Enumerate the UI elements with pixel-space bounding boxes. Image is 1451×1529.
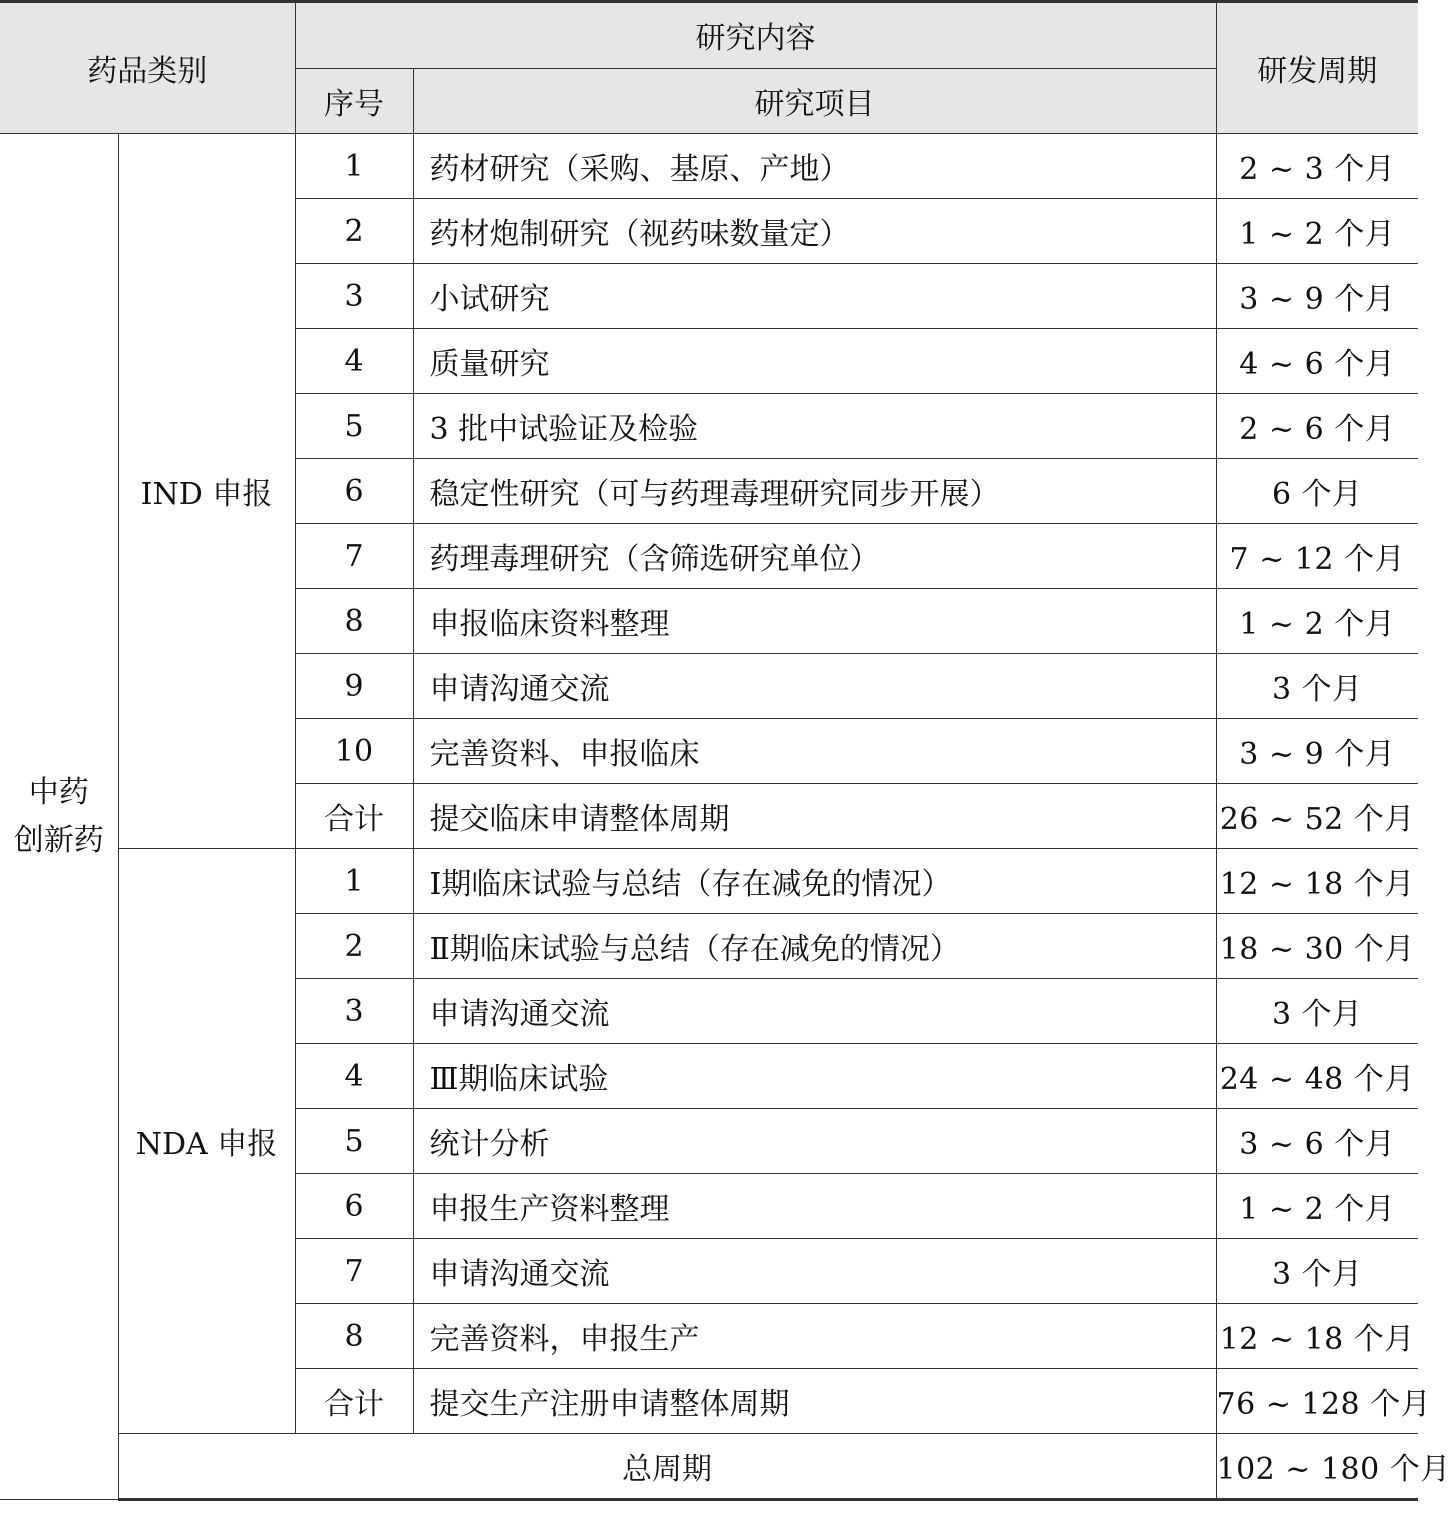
research-item-cell: 提交生产注册申请整体周期 (413, 1369, 1216, 1434)
seq-no-cell: 1 (295, 134, 413, 199)
period-cell: 3 个月 (1216, 1239, 1418, 1304)
seq-no-cell: 1 (295, 849, 413, 914)
seq-no-header: 序号 (295, 68, 413, 134)
seq-no-cell: 5 (295, 1109, 413, 1174)
drug-category-header: 药品类别 (0, 2, 295, 134)
research-item-cell: 稳定性研究（可与药理毒理研究同步开展） (413, 459, 1216, 524)
seq-no-cell: 合计 (295, 784, 413, 849)
research-item-cell: 统计分析 (413, 1109, 1216, 1174)
period-cell: 3 ~ 9 个月 (1216, 719, 1418, 784)
nda-row (0, 849, 1418, 914)
research-item-cell: 完善资料，申报生产 (413, 1304, 1216, 1369)
research-item-cell: Ⅱ期临床试验与总结（存在减免的情况） (413, 914, 1216, 979)
seq-no-cell: 4 (295, 1044, 413, 1109)
research-item-cell: 药材研究（采购、基原、产地） (413, 134, 1216, 199)
research-item-cell: 申报生产资料整理 (413, 1174, 1216, 1239)
research-item-cell: 小试研究 (413, 264, 1216, 329)
research-item-cell: 药材炮制研究（视药味数量定） (413, 199, 1216, 264)
period-cell: 3 ~ 9 个月 (1216, 264, 1418, 329)
period-cell: 3 个月 (1216, 654, 1418, 719)
research-item-header: 研究项目 (413, 68, 1216, 134)
research-item-cell: 3 批中试验证及检验 (413, 394, 1216, 459)
research-item-cell: 完善资料、申报临床 (413, 719, 1216, 784)
total-period: 102 ~ 180 个月 (1216, 1434, 1418, 1500)
period-cell: 12 ~ 18 个月 (1216, 849, 1418, 914)
seq-no-cell: 7 (295, 1239, 413, 1304)
research-item-cell: Ⅲ期临床试验 (413, 1044, 1216, 1109)
period-cell: 1 ~ 2 个月 (1216, 589, 1418, 654)
period-cell: 2 ~ 3 个月 (1216, 134, 1418, 199)
seq-no-cell: 4 (295, 329, 413, 394)
seq-no-cell: 合计 (295, 1369, 413, 1434)
nda-stage-label: NDA 申报 (118, 849, 295, 1434)
ind-row (0, 134, 1418, 199)
seq-no-cell: 2 (295, 914, 413, 979)
research-content-header: 研究内容 (295, 2, 1216, 69)
period-cell: 7 ~ 12 个月 (1216, 524, 1418, 589)
seq-no-cell: 7 (295, 524, 413, 589)
period-cell: 24 ~ 48 个月 (1216, 1044, 1418, 1109)
research-item-cell: Ⅰ期临床试验与总结（存在减免的情况） (413, 849, 1216, 914)
seq-no-cell: 10 (295, 719, 413, 784)
period-cell: 6 个月 (1216, 459, 1418, 524)
seq-no-cell: 8 (295, 589, 413, 654)
period-cell: 4 ~ 6 个月 (1216, 329, 1418, 394)
period-cell: 12 ~ 18 个月 (1216, 1304, 1418, 1369)
research-item-cell: 药理毒理研究（含筛选研究单位） (413, 524, 1216, 589)
seq-no-cell: 5 (295, 394, 413, 459)
category-line-2: 创新药 (13, 822, 104, 858)
seq-no-cell: 3 (295, 979, 413, 1044)
seq-no-cell: 6 (295, 1174, 413, 1239)
research-item-cell: 质量研究 (413, 329, 1216, 394)
category-line-1: 中药 (28, 774, 89, 810)
period-cell: 2 ~ 6 个月 (1216, 394, 1418, 459)
research-item-cell: 申请沟通交流 (413, 1239, 1216, 1304)
total-label: 总周期 (118, 1434, 1216, 1500)
period-cell: 18 ~ 30 个月 (1216, 914, 1418, 979)
category-cell (0, 134, 118, 1500)
seq-no-cell: 2 (295, 199, 413, 264)
seq-no-cell: 9 (295, 654, 413, 719)
ind-stage-label: IND 申报 (118, 134, 295, 849)
seq-no-cell: 6 (295, 459, 413, 524)
period-cell: 3 ~ 6 个月 (1216, 1109, 1418, 1174)
seq-no-cell: 8 (295, 1304, 413, 1369)
research-item-cell: 申报临床资料整理 (413, 589, 1216, 654)
period-cell: 3 个月 (1216, 979, 1418, 1044)
seq-no-cell: 3 (295, 264, 413, 329)
total-row (0, 1434, 1418, 1500)
research-item-cell: 申请沟通交流 (413, 979, 1216, 1044)
period-cell: 26 ~ 52 个月 (1216, 784, 1418, 849)
research-item-cell: 申请沟通交流 (413, 654, 1216, 719)
period-cell: 1 ~ 2 个月 (1216, 199, 1418, 264)
period-cell: 1 ~ 2 个月 (1216, 1174, 1418, 1239)
period-cell: 76 ~ 128 个月 (1216, 1369, 1418, 1434)
research-item-cell: 提交临床申请整体周期 (413, 784, 1216, 849)
dev-period-header: 研发周期 (1216, 2, 1418, 134)
header-row-1 (0, 2, 1418, 69)
